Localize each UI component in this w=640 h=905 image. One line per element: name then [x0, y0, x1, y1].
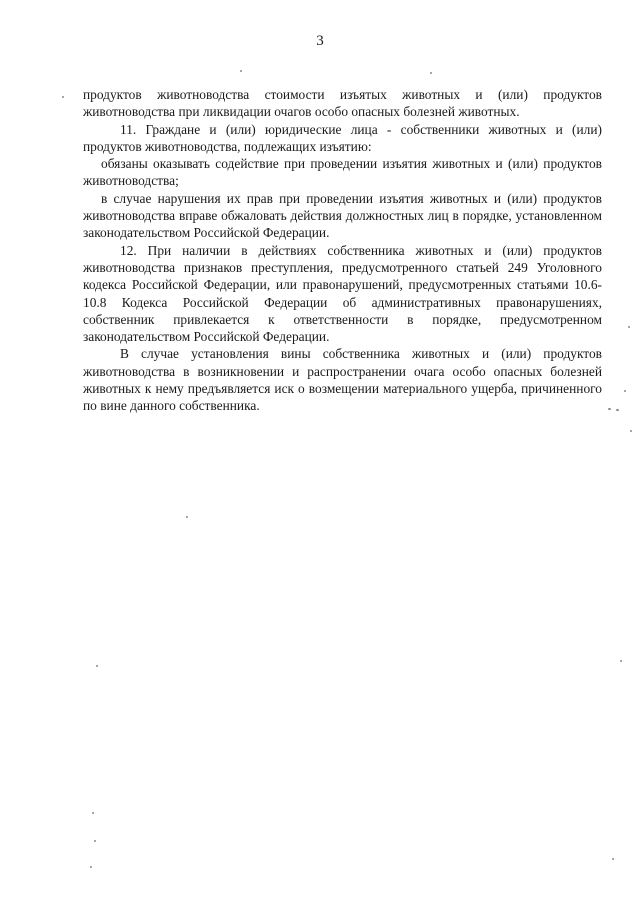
page-number: 3: [316, 33, 324, 49]
scan-speck: [630, 430, 632, 432]
scan-speck: [240, 70, 242, 72]
paragraph-obligation: обязаны оказывать содействие при проведении изъятия животных и (или) продуктов животноводства;: [83, 156, 602, 189]
paragraph-item-11: 11. Граждане и (или) юридические лица - собственники животных и (или) продуктов животноводства, подлежащих изъятию:: [83, 121, 602, 154]
scan-speck: [186, 516, 188, 518]
scan-speck: [90, 866, 92, 868]
paragraph-continuation: продуктов животноводства стоимости изъятых животных и (или) продуктов животноводства при ликвидации очагов особо опасных болезней животных.: [83, 87, 602, 120]
paragraph-item-12: 12. При наличии в действиях собственника животных и (или) продуктов животноводства признаков преступления, предусмотренного статьей 249 Уголовного кодекса Российской Федерации, или правонарушений, предусмотренных статьями 10.6-10.8 Кодекса Российской Федерации об административных правонарушениях, собственник привлекается к ответственности в порядке, предусмотренном законодательством Российской Федерации.: [83, 242, 602, 345]
scan-speck: [628, 326, 630, 328]
scan-speck: [624, 390, 626, 392]
scan-speck: [94, 840, 96, 842]
document-body: [83, 86, 602, 415]
scan-speck: [620, 660, 622, 662]
scan-speck: [62, 96, 64, 98]
scan-speck: [608, 408, 611, 410]
paragraph-rights-violation: в случае нарушения их прав при проведении изъятия животных и (или) продуктов животноводства вправе обжаловать действия должностных лиц в порядке, установленном законодательством Российской Федерации.: [83, 190, 602, 241]
paragraph-damage-claim: В случае установления вины собственника животных и (или) продуктов животноводства в возникновении и распространении очага особо опасных болезней животных к нему предъявляется иск о возмещении материального ущерба, причиненного по вине данного собственника.: [83, 346, 602, 414]
scan-speck: [616, 409, 619, 411]
scan-speck: [612, 858, 614, 860]
scan-speck: [430, 72, 432, 74]
scan-speck: [92, 812, 94, 814]
scan-speck: [96, 665, 98, 667]
